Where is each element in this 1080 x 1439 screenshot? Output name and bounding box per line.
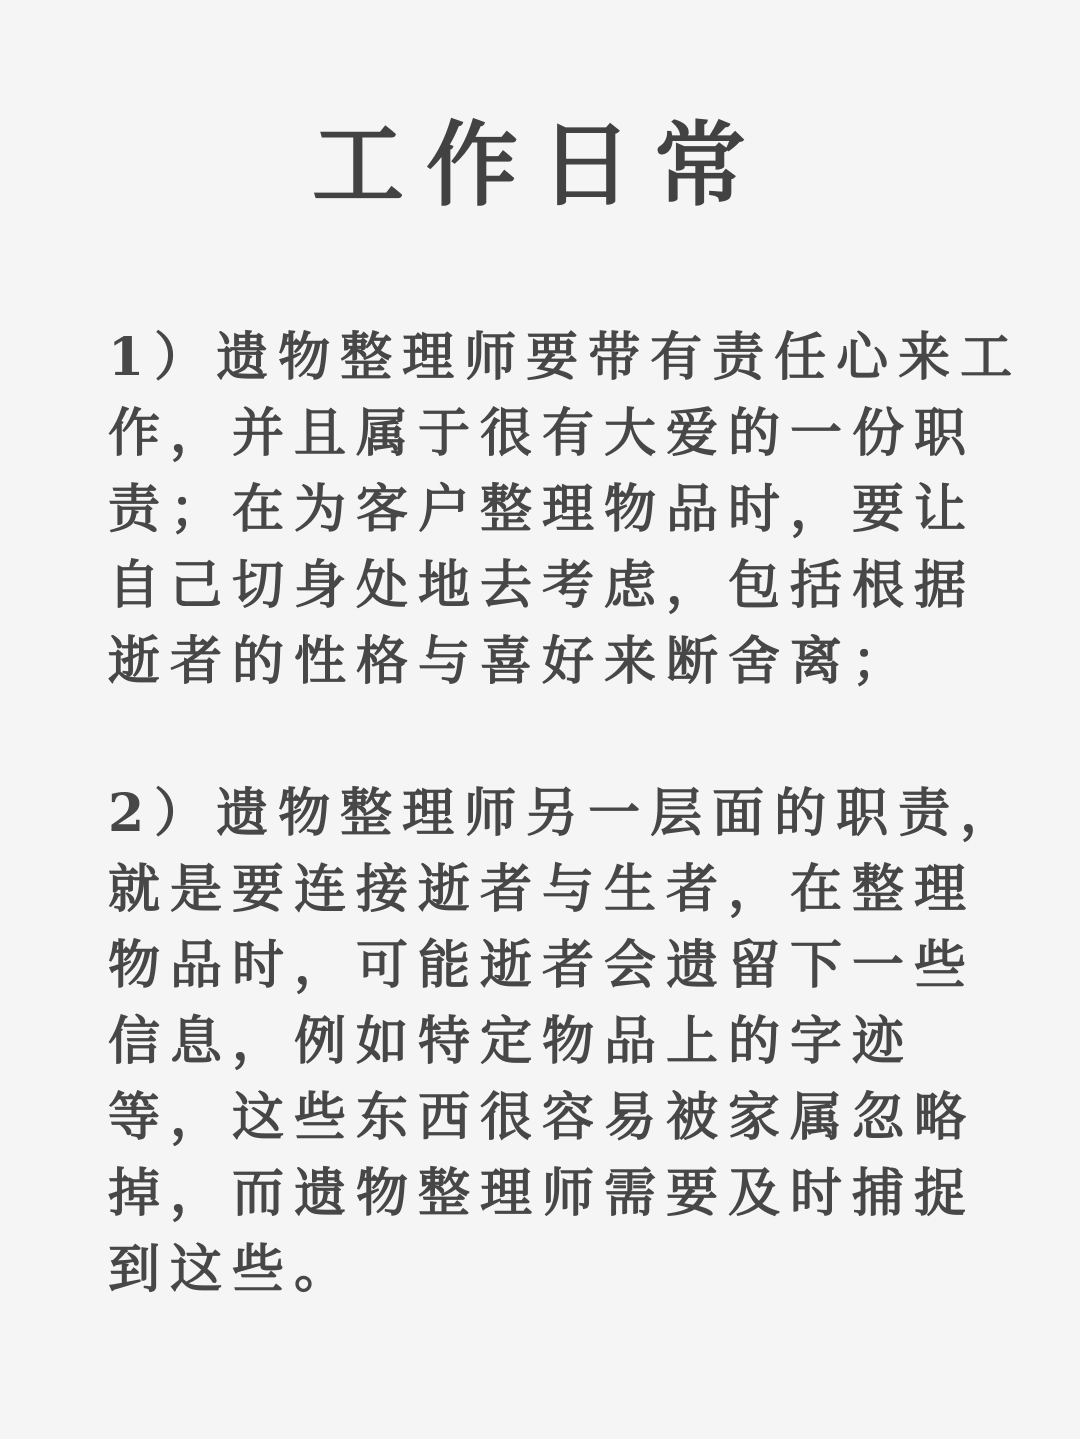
paragraph-line: 就是要连接逝者与生者，在整理	[108, 859, 977, 920]
paragraph-line: 逝者的性格与喜好来断舍离；	[108, 631, 915, 692]
page-title: 工作日常	[311, 111, 768, 219]
paragraph-line: 2）遗物整理师另一层面的职责，	[108, 783, 1023, 844]
paragraph-line: 等，这些东西很容易被家属忽略	[108, 1087, 977, 1148]
paragraph-line: 自己切身处地去考虑，包括根据	[108, 555, 977, 616]
paragraph-line: 作，并且属于很有大爱的一份职	[108, 403, 977, 464]
paragraph-line: 掉，而遗物整理师需要及时捕捉	[108, 1163, 977, 1224]
paragraph-line: 到这些。	[108, 1239, 357, 1300]
paragraph-line: 物品时，可能逝者会遗留下一些	[108, 935, 977, 996]
paragraph-line: 信息，例如特定物品上的字迹	[108, 1011, 915, 1072]
paragraph-line: 1）遗物整理师要带有责任心来工	[108, 327, 1023, 388]
paragraph-2	[108, 776, 1023, 1308]
paragraph-1	[108, 320, 1023, 700]
paragraph-line: 责；在为客户整理物品时，要让	[108, 479, 977, 540]
